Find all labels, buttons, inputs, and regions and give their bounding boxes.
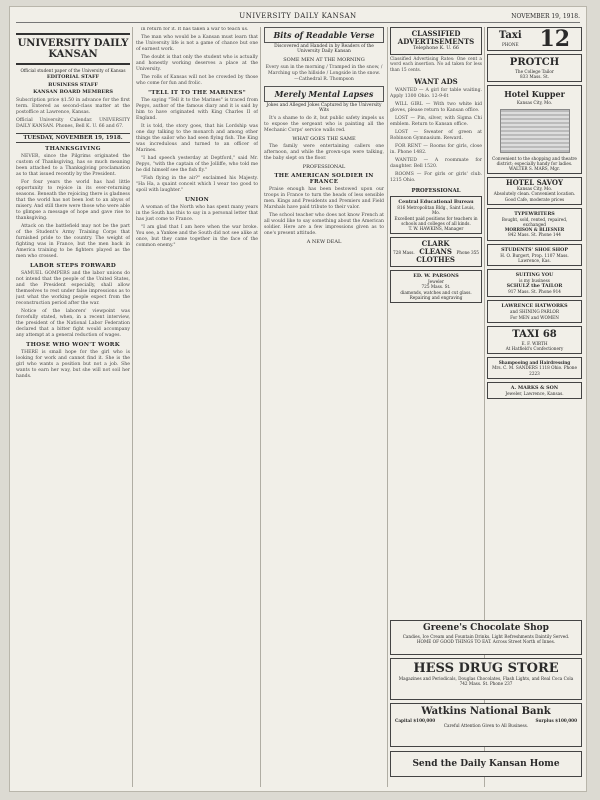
shoe-shop-ad (487, 244, 582, 266)
schulz-ad (487, 269, 582, 297)
poem-title: SOME MEN AT THE MORNING (283, 57, 365, 63)
verse-heading: Bits of Readable Verse (264, 27, 384, 43)
poem-author: —Cathedral R. Thompson (294, 76, 354, 82)
paragraph: "I had speech yesterday at Deptford," said Mr. Pepys, "with the captain of the Jolliffe, who told me he did himself see the fish fly." (136, 156, 258, 173)
parsons-text: diamonds, watches and cut glass. Repairing and engraving (400, 289, 472, 300)
kupper-text: Convenient to the shopping and theatre district; especially handy for ladies. WALTER S. MARS, Mgr. (492, 155, 577, 172)
column-rule (260, 27, 261, 787)
headline-soldier: THE AMERICAN SOLDIER IN FRANCE (274, 173, 374, 186)
taxi-phone-label: PHONE (501, 42, 519, 48)
running-head-title: UNIVERSITY DAILY KANSAN (239, 12, 357, 20)
headline-work: THOSE WHO WON'T WORK (26, 341, 120, 348)
paragraph: "I am glad that I am here when the war broke. You see, a Yankee and the South did not see alike at once, but they came together in the face of the common enemy." (136, 225, 258, 248)
paragraph: SAMUEL GOMPERS and the labor unions do not intend that the people of the United States, and the President especially, shall allow themselves to rest under false impressions as to just what the working people expect from the reconstruction period after the war. (16, 270, 130, 306)
classified-box (390, 27, 482, 55)
hess-sub: Magazines and Periodicals, Douglas Chocolates, Flash Lights, and Real Coca Cola (398, 676, 574, 681)
clark-line-3: CLOTHES (416, 255, 455, 265)
paragraph: The family were entertaining callers one afternoon, and while the grown-ups were talking, the baby slept on the floor. (264, 144, 384, 162)
savoy-name: HOTEL SAVOY (506, 178, 563, 188)
kupper-city: Kansas City, Mo. (516, 100, 553, 106)
article-thanksgiving (16, 154, 130, 260)
paragraph: Attack on the battlefield may not be the part of the Student's Army Training Corps that furnished pride to the country. The weight of fighting was in France, but the men back in America training to be fighters played as the men who crossed. (16, 223, 130, 259)
watkins-ad (390, 703, 582, 747)
watkins-title: Watkins National Bank (421, 706, 551, 717)
marks-ad (487, 382, 582, 399)
lapses-subhead: WHAT GOES THE SAME (292, 136, 356, 143)
lapses-text-2 (264, 144, 384, 162)
hess-address: 742 Mass. St. Phone 237 (459, 681, 513, 687)
headline-union: UNION (184, 197, 210, 203)
hatworks-sub: and SHINING PARLOR (509, 309, 559, 315)
clark-phone: Phone 355 (456, 249, 479, 255)
hatworks-name: LAWRENCE HATWORKS (501, 303, 568, 310)
paragraph: The saying "Tell it to the Marines" is traced from Pepys, author of the famous diary and it is said by him to have originated with King Charles II of England. (136, 98, 258, 121)
business-staff-heading: BUSINESS STAFF (48, 81, 98, 88)
article-soldier (264, 187, 384, 237)
board-heading: KANSAN BOARD MEMBERS (33, 89, 113, 96)
lapses-text (264, 116, 384, 134)
paragraph: It is told, the story goes, that his Lordship was one day talking to the monarch and among other things the sailor who had seen flying fish. The King was incredulous and turned to an officer of Marines. (136, 124, 258, 153)
watkins-capital: Capital $100,000 (395, 718, 436, 723)
paragraph: The man who would be a Kansan must learn that the University life is not a game of chance but one of earnest work. (136, 35, 258, 52)
savoy-city: Kansas City, Mo. (516, 186, 553, 192)
central-agent: T. W. HAWKINS, Manager (408, 226, 464, 232)
central-title: Central Educational Bureau (398, 199, 474, 206)
poem-text: Every sun in the morning / Tramped in the snow, / Marching up the hillside / Longside in the snow. (265, 65, 383, 76)
clark-address: 728 Mass. (393, 249, 415, 255)
headline-marines: "TELL IT TO THE MARINES" (148, 90, 246, 96)
paragraph: "Fish flying in the air?" exclaimed his Majesty. "Ha Ha, a quaint conceit which I wear too good to spoil with laughter." (136, 176, 258, 193)
editorial-column (16, 27, 130, 787)
greene-sub: Candies, Ice Cream and Fountain Drinks. Light Refreshments Daintily Served. (402, 634, 570, 639)
hess-ad (390, 658, 582, 700)
newspaper-page (9, 6, 587, 792)
typewriters-title: TYPEWRITERS (514, 210, 555, 217)
marks-text: Jeweler, Lawrence, Kansas. (505, 390, 564, 396)
professional-heading: PROFESSIONAL (411, 188, 461, 195)
office-note: Official University Calendar. UNIVERSITY DAILY KANSAN. Phones, Bell K. U. 66 and 67. (16, 117, 130, 129)
clark-line-1: CLARK (421, 239, 450, 249)
paragraph: The rolls of Kansas will not be crowded by those who come for fun and frolic. (136, 75, 258, 86)
taxi-word: Taxi (498, 30, 522, 42)
paragraph: The doubt is that only the student who is actually and honestly working deserves a place at the University. (136, 55, 258, 72)
article-marines (136, 98, 258, 194)
new-deal-subhead: A NEW DEAL (306, 239, 342, 246)
paragraph: For four years the world has had little opportunity to rejoice in its ever-returning seasons. Beneath the rejoicing there is gladness that the world has not been lost to an abyss of misery. And still there were those who were able to glimpse a message of hope and gave rise to thanksgiving. (16, 179, 130, 221)
taxi68-title: TAXI 68 (512, 328, 557, 340)
want-ad: LOST — Pin, silver, with Sigma Chi emblem. Return to Kansan office. (390, 116, 482, 128)
hess-title: HESS DRUG STORE (413, 661, 559, 676)
savoy-text: Absolutely clean. Convenient location. Good Cafe, moderate prices (493, 191, 576, 202)
parsons-name: ED. W. PARSONS (413, 273, 459, 280)
lapses-subheading: Jokes and Alleged Jokes Captured by the University Wits (266, 103, 382, 114)
article-labor (16, 271, 130, 339)
column-rule (132, 27, 133, 787)
paragraph: The school teacher who does not know French at all would like to say something about the American soldier. Here are a few impressions given as to one's present attitude. (264, 213, 384, 237)
hotel-savoy-ad (487, 177, 582, 205)
parsons-address: 725 Mass. St. (421, 284, 451, 290)
shoe-shop-title: STUDENTS' SHOE SHOP (501, 246, 568, 253)
article-work (16, 350, 130, 380)
editorial-staff-heading: EDITORIAL STAFF (46, 74, 100, 81)
morrison-name: MORRISON & BLIESNER (504, 227, 565, 233)
want-ads-list (390, 88, 482, 184)
send-home-ad (390, 751, 582, 777)
schulz-name: SCHULZ the TAILOR (506, 283, 563, 290)
protch-ad (487, 54, 582, 82)
parsons-role: Jeweler (427, 279, 445, 285)
suiting-text: is my business (519, 278, 550, 284)
taxi-number: 12 (539, 27, 571, 52)
watkins-text: Careful Attention Given to All Business. (443, 723, 529, 729)
paragraph: Praise enough has been bestowed upon our troops in France to turn the heads of less sensible men. Kings and Presidents and Premiers and Field Marshals have paid tribute to their valor. (264, 187, 384, 211)
taxi-12-ad (487, 27, 582, 51)
article-union (136, 205, 258, 249)
schulz-address: 917 Mass. St. Phone 914 (508, 289, 561, 295)
professional-subhead: PROFESSIONAL (302, 164, 346, 171)
want-ad: WANTED — A girl for table waiting. Apply 1300 Ohio. 12-9-6t (390, 88, 482, 100)
staff-box (16, 68, 130, 130)
want-ad: FOR RENT — Rooms for girls, close in. Phone 1482. (390, 144, 482, 156)
headline-thanksgiving: THANKSGIVING (45, 145, 101, 152)
morrison-address: 842 Mass. St. Phone 144 (508, 232, 561, 238)
greene-address: HOME OF GOOD THINGS TO EAT. Across Street North of Innes. (416, 639, 556, 645)
send-home-text: Send the Daily Kansan Home (412, 759, 560, 769)
want-ad: WILL GIRL — With two white kid gloves, please return to Kansan office. (390, 102, 482, 114)
protch-sub: The College Tailor (515, 69, 554, 74)
editorial-date: TUESDAY, NOVEMBER 19, 1918. (16, 133, 130, 143)
subscription-note: Subscription price $1.50 in advance for the first term. Entered as second-class matter at the postoffice at Lawrence, Kansas. (16, 97, 130, 115)
suiting-title: SUITING YOU (515, 272, 554, 279)
kupper-name: Hotel Kupper (504, 89, 565, 100)
central-bureau-ad (390, 196, 482, 234)
running-head (16, 11, 580, 23)
want-ad: ROOMS — For girls or girls' club. 1215 Ohio. (390, 172, 482, 184)
clark-line-2: CLEANS (419, 247, 452, 257)
protch-name: PROTCH (509, 57, 560, 68)
watkins-surplus: Surplus $100,000 (535, 718, 577, 723)
greene-ad (390, 620, 582, 655)
greene-title: Greene's Chocolate Shop (423, 623, 549, 633)
masthead: UNIVERSITY DAILY KANSAN (16, 33, 130, 65)
classified-title: CLASSIFIED ADVERTISEMENTS (397, 29, 475, 46)
parsons-ad (390, 270, 482, 303)
want-ad: WANTED — A roommate for daughter. Bell 1520. (390, 158, 482, 170)
shoe-shop-text: H. O. Burgert, Prop. 1107 Mass. Lawrence, Kas. (500, 252, 569, 263)
headline-labor: LABOR STEPS FORWARD (29, 262, 117, 269)
protch-address: 833 Mass. St. (520, 74, 549, 80)
running-head-date: NOVEMBER 19, 1918. (511, 13, 580, 20)
paragraph: in return for it. It has taken a war to teach us. (141, 27, 249, 32)
hotel-illustration (500, 109, 570, 153)
taxi68-text: At Hatfield's Confectionery (505, 346, 564, 352)
shampoo-text: Mrs. C. M. SANDERS 1118 Ohio. Phone 2223 (492, 365, 577, 376)
paragraph: Notice of the laborers' viewpoint was forcefully stated, when, in a recent interview, the president of the National Labor Federation declared that a bitter fight would accompany any attempt at a general reduction of wages. (16, 308, 130, 338)
paragraph: A woman of the North who has spent many years in the South has this to say in a personal letter that has just come to France. (136, 205, 258, 222)
shampoo-title: Shampooing and Hairdressing (498, 360, 571, 366)
classified-rates: Classified Advertising Rates: One cent a word each insertion. No ad taken for less than 15 cents. (390, 57, 482, 73)
want-ads-heading: WANT ADS (414, 77, 458, 87)
hatworks-for: For MEN and WOMEN (510, 314, 559, 320)
taxi68-owner: E. F. WIRTH (521, 340, 548, 346)
clark-ad (390, 237, 482, 267)
classified-phone: Telephone K. U. 66 (413, 46, 459, 51)
taxi-68-ad (487, 326, 582, 354)
column-rule (387, 27, 388, 787)
shampoo-ad (487, 357, 582, 379)
want-ad: LOST — Sweater of green at Robinson Gymnasium. Reward. (390, 130, 482, 142)
paragraph: NEVER, since the Pilgrims originated the custom of Thanksgiving, has so much meaning been attached to a Thanksgiving proclamation as to that issued recently by the President. (16, 153, 130, 177)
article-continued (136, 27, 258, 87)
article-column-2 (136, 27, 258, 787)
hatworks-ad (487, 300, 582, 322)
verse-subheading: Discovered and Handed in by Readers of the University Daily Kansan (274, 44, 374, 54)
typewriters-ad (487, 208, 582, 241)
official-line: Official student paper of the University of Kansas (20, 68, 126, 73)
lapses-heading: Merely Mental Lapses (264, 86, 384, 102)
central-text: Excellent paid positions for teachers in schools and colleges of all kinds. (394, 215, 478, 226)
central-address: 816 Metropolitan Bldg., Saint Louis, Mo. (397, 205, 475, 216)
hotel-kupper-ad (487, 85, 582, 174)
marks-name: A. MARKS & SON (510, 384, 559, 391)
typewriters-text: Bought, sold, rented, repaired, exchanged (501, 216, 568, 228)
article-column-3 (264, 27, 384, 787)
paragraph: THERE is small hope for the girl who is looking for work and cannot find it. She is the girl who wants a position but not a job. She wants to earn her way, but she will not soil her hands. (16, 349, 130, 379)
paragraph: It's a shame to do it, but public safety impels us to expose the sergeant who is painting all the Mechanic Corps' service walls red. (264, 116, 384, 134)
